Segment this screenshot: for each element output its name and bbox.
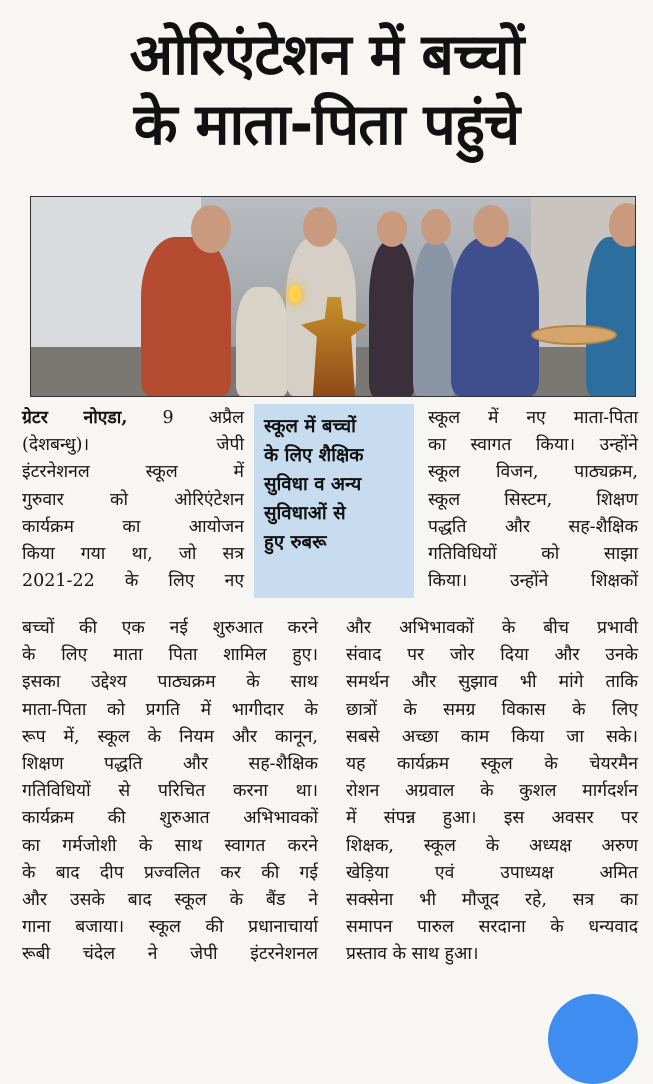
column-1-bottom [22, 615, 318, 969]
text-line: खेड़िया एवं उपाध्यक्ष अमित [346, 862, 638, 883]
text-line: सबसे अच्छा काम किया जा सके। [346, 726, 638, 747]
text-line: 2021-22 के लिए नए [22, 571, 244, 592]
pullquote-line: स्कूल में बच्चों [264, 416, 356, 437]
column-2-bottom [346, 615, 638, 969]
text-line: रोशन अग्रवाल के कुशल मार्गदर्शन [346, 781, 638, 802]
text-line: सक्सेना भी मौजूद रहे, सत्र का [346, 890, 638, 911]
text-line: कार्यक्रम की शुरुआत अभिभावकों [22, 808, 318, 829]
text-line: संवाद पर जोर दिया और उनके [346, 645, 638, 666]
photo-person-woman-5 [586, 237, 636, 396]
text-line: समापन पारुल सरदाना के धन्यवाद [346, 917, 638, 938]
text-line: शिक्षक, स्कूल के अध्यक्ष अरुण [346, 835, 638, 856]
text-line: यह कार्यक्रम स्कूल के चेयरमैन [346, 754, 638, 775]
photo-head [377, 211, 407, 247]
text-line: और अभिभावकों के बीच प्रभावी [346, 618, 638, 638]
text-line: प्रस्ताव के साथ हुआ। [346, 944, 479, 965]
text-line: बच्चों की एक नई शुरुआत करने [22, 618, 318, 638]
text-line: रूप में, स्कूल के नियम और कानून, [22, 726, 318, 747]
photo-person-woman-2 [369, 242, 415, 396]
text-line: स्कूल विजन, पाठ्यक्रम, [428, 462, 638, 483]
text-line: किया गया था, जो सत्र [22, 544, 244, 565]
text-line: के लिए माता पिता शामिल हुए। [22, 645, 318, 666]
text-line: का गर्मजोशी के साथ स्वागत करने [22, 835, 318, 856]
headline-line-2: के माता-पिता पहुंचे [133, 92, 520, 158]
text-line: गुरुवार को ओरिएंटेशन [22, 489, 244, 510]
headline-line-1: ओरिएंटेशन में बच्चों [129, 22, 524, 88]
pullquote-line: सुविधा व अन्य [264, 474, 362, 495]
text-line: स्कूल सिस्टम, शिक्षण [428, 489, 638, 510]
text-line: माता-पिता को प्रगति में भागीदार के [22, 699, 318, 720]
date: 9 अप्रैल [127, 408, 244, 428]
column-1-top [22, 405, 244, 595]
aarti-plate [531, 325, 617, 345]
text-line: इंटरनेशनल स्कूल में [22, 462, 244, 483]
text-line: रूबी चंदेल ने जेपी इंटरनेशनल [22, 944, 318, 965]
text-line: समर्थन और सुझाव भी मांगे ताकि [346, 672, 638, 693]
text-line: का स्वागत किया। उन्होंने [428, 435, 638, 456]
text-line: और उसके बाद स्कूल के बैंड ने [22, 890, 318, 911]
text-line: गतिविधियों से परिचित करना था। [22, 781, 318, 802]
text-line: पद्धति और सह-शैक्षिक [428, 516, 638, 537]
text-line: के बाद दीप प्रज्वलित कर की गई [22, 862, 318, 883]
photo-person-man [141, 237, 231, 396]
lamp-flame [289, 285, 301, 303]
event-photo [30, 196, 636, 397]
photo-head [303, 207, 337, 247]
text-line: शिक्षण पद्धति और सह-शैक्षिक [22, 754, 318, 775]
text-line: गतिविधियों को साझा [428, 544, 638, 565]
photo-head [191, 205, 231, 253]
column-2-top [428, 405, 638, 595]
text-line: में संपन्न हुआ। इस अवसर पर [346, 808, 638, 829]
text-line: छात्रों के समग्र विकास के लिए [346, 699, 638, 720]
pullquote-line: हुए रुबरू [264, 532, 327, 553]
photo-head [421, 209, 451, 245]
photo-person-woman-4 [451, 237, 539, 396]
text-line: कार्यक्रम का आयोजन [22, 516, 244, 537]
blue-circle-overlay[interactable] [548, 994, 638, 1084]
pullquote-line: सुविधाओं से [264, 503, 346, 524]
text-line [22, 405, 244, 432]
photo-person-child [236, 287, 288, 396]
text-line: इसका उद्देश्य पाठ्यक्रम के साथ [22, 672, 318, 693]
text-line: (देशबन्धु)। जेपी [22, 435, 244, 456]
text-line: किया। उन्होंने शिक्षकों [428, 571, 638, 592]
dateline: ग्रेटर नोएडा, [22, 408, 128, 428]
pullquote-box [254, 404, 414, 598]
photo-head [473, 205, 509, 247]
text-line: गाना बजाया। स्कूल की प्रधानाचार्या [22, 917, 318, 938]
pullquote-line: के लिए शैक्षिक [264, 445, 364, 466]
headline [0, 20, 653, 160]
text-line: स्कूल में नए माता-पिता [428, 408, 638, 428]
